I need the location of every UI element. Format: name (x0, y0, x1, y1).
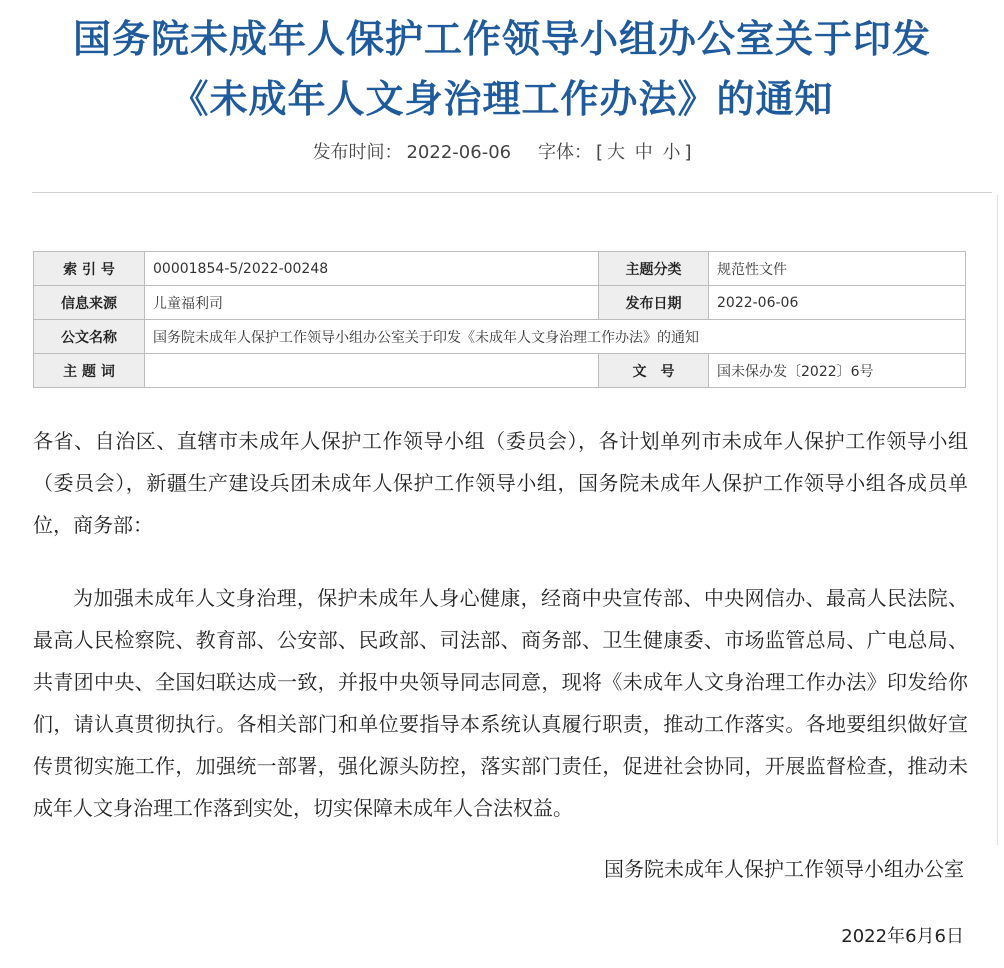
font-size-small-link[interactable]: 小 (662, 142, 681, 163)
index-value: 00001854-5/2022-00248 (145, 252, 599, 286)
keyword-label: 主 题 词 (34, 354, 145, 388)
date-value: 2022-06-06 (709, 286, 966, 320)
signature-date: 2022年6月6日 (841, 926, 964, 947)
font-bracket-close: ] (684, 142, 692, 163)
font-bracket-open: [ (595, 142, 604, 163)
font-size-medium-link[interactable]: 中 (634, 142, 653, 163)
signature: 国务院未成年人保护工作领导小组办公室 (604, 857, 964, 881)
page-title-line-2: 《未成年人文身治理工作办法》的通知 (170, 77, 834, 121)
docname-label: 公文名称 (34, 320, 145, 354)
topic-value: 规范性文件 (709, 252, 966, 286)
publish-label: 发布时间： (312, 142, 403, 163)
document-info-table (33, 251, 966, 388)
body-paragraph-recipients: 各省、自治区、直辖市未成年人保护工作领导小组（委员会），各计划单列市未成年人保护工作领导小组（委员会），新疆生产建设兵团未成年人保护工作领导小组，国务院未成年人保护工作领导小组各成员单位，商务部： (33, 429, 968, 537)
docno-value: 国未保办发〔2022〕6号 (709, 354, 966, 388)
docname-value: 国务院未成年人保护工作领导小组办公室关于印发《未成年人文身治理工作办法》的通知 (145, 320, 966, 354)
table-row (34, 252, 966, 286)
publish-meta (0, 138, 1004, 164)
publish-date: 2022-06-06 (406, 142, 512, 163)
font-size-large-link[interactable]: 大 (607, 142, 626, 163)
source-value: 儿童福利司 (145, 286, 599, 320)
date-label: 发布日期 (599, 286, 709, 320)
page-title-line-1: 国务院未成年人保护工作领导小组办公室关于印发 (72, 17, 931, 61)
table-row (34, 354, 966, 388)
keyword-value (145, 354, 599, 388)
page-edge-line (997, 195, 998, 845)
header-divider (32, 192, 992, 193)
topic-label: 主题分类 (599, 252, 709, 286)
font-size-label: 字体： (537, 142, 592, 163)
source-label: 信息来源 (34, 286, 145, 320)
docno-label: 文 号 (599, 354, 709, 388)
body-paragraph-main: 为加强未成年人文身治理，保护未成年人身心健康，经商中央宣传部、中央网信办、最高人民法院、最高人民检察院、教育部、公安部、民政部、司法部、商务部、卫生健康委、市场监管总局、广电总局、共青团中央、全国妇联达成一致，并报中央领导同志同意，现将《未成年人文身治理工作办法》印发给你们，请认真贯彻执行。各相关部门和单位要指导本系统认真履行职责，推动工作落实。各地要组织做好宣传贯彻实施工作，加强统一部署，强化源头防控，落实部门责任，促进社会协同，开展监督检查，推动未成年人文身治理工作落到实处，切实保障未成年人合法权益。 (33, 586, 968, 820)
table-row (34, 320, 966, 354)
table-row (34, 286, 966, 320)
index-label: 索 引 号 (34, 252, 145, 286)
